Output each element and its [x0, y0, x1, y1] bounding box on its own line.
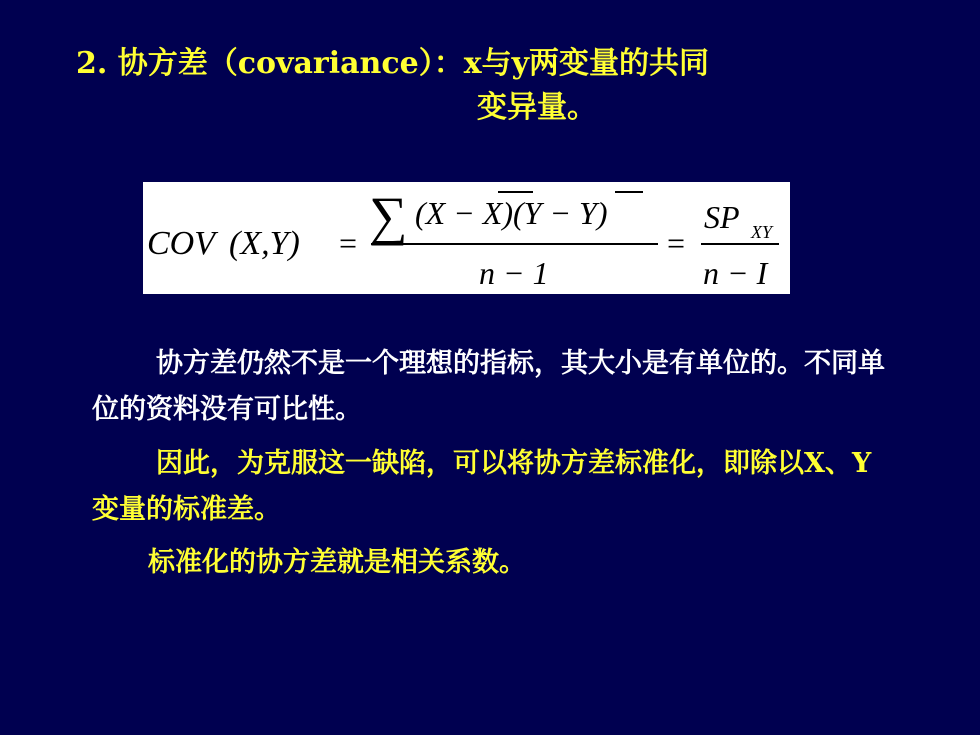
paragraph-units-note: [92, 341, 892, 433]
formula-sp-subscript: XY: [751, 222, 773, 242]
formula-denominator-1: n − 1: [479, 255, 549, 291]
paragraph-standardize: [92, 441, 892, 533]
formula-sp: SP: [704, 199, 740, 235]
paragraph-units-text: 协方差仍然不是一个理想的指标，其大小是有单位的。不同单位的资料没有可比性。: [92, 348, 885, 425]
formula-numerator: (X − X)(Y − Y): [415, 195, 608, 231]
formula-sum-symbol: ∑: [369, 186, 408, 246]
formula-equals-2: =: [667, 225, 686, 261]
paragraph-correlation: 标准化的协方差就是相关系数。: [148, 547, 526, 578]
slide-title-line1: 2. 协方差（covariance）：x与y两变量的共同: [76, 46, 710, 81]
formula-lhs-args: (X,Y): [229, 225, 300, 262]
formula-denominator-2: n − I: [703, 255, 768, 291]
covariance-formula: [143, 182, 790, 294]
slide-title-line2: 变异量。: [477, 90, 597, 125]
formula-equals-1: =: [339, 225, 358, 261]
formula-lhs-fn: COV: [147, 225, 215, 262]
paragraph-standardize-text: 因此，为克服这一缺陷，可以将协方差标准化，即除以X、Y变量的标准差。: [92, 448, 872, 525]
